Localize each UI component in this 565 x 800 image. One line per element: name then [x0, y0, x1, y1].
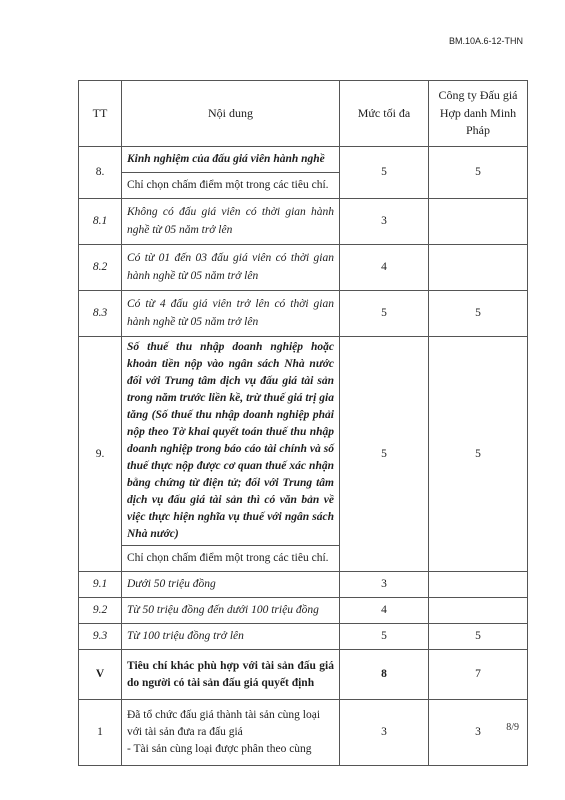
row-tt: V — [79, 650, 122, 700]
row-score: 5 — [429, 337, 528, 572]
row-max: 5 — [340, 624, 429, 650]
row-score: 5 — [429, 624, 528, 650]
row-score: 5 — [429, 147, 528, 199]
row-score: 3 — [429, 700, 528, 766]
row-content: Không có đấu giá viên có thời gian hành nghề từ 05 năm trở lên — [122, 199, 340, 245]
row-content: Từ 50 triệu đồng đến dưới 100 triệu đồng — [122, 598, 340, 624]
table-row — [79, 700, 528, 766]
header-company: Công ty Đấu giá Hợp danh Minh Pháp — [429, 81, 528, 147]
table-row — [79, 624, 528, 650]
row-content: Từ 100 triệu đồng trở lên — [122, 624, 340, 650]
table-row — [79, 245, 528, 291]
row-tt: 9.1 — [79, 572, 122, 598]
row-max: 5 — [340, 147, 429, 199]
table-row — [79, 598, 528, 624]
row-note: Chỉ chọn chấm điểm một trong các tiêu chí. — [122, 546, 340, 572]
row-tt: 8. — [79, 147, 122, 199]
row-content: Số thuế thu nhập doanh nghiệp hoặc khoản tiền nộp vào ngân sách Nhà nước đối với Trung tâm dịch vụ đấu giá tài sản trong năm trước liền kề, trừ thuế giá trị gia tăng (Số thuế thu nhập doanh nghiệp phải nộp theo Tờ khai quyết toán thuế thu nhập doanh nghiệp trong báo cáo tài chính và số thuế thực nộp được cơ quan thuế xác nhận bằng chứng từ điện tử; đối với Trung tâm dịch vụ đấu giá tài sản thì có văn bản về việc thực hiện nghĩa vụ thuế với ngân sách Nhà nước) — [122, 337, 340, 546]
row-tt: 9.3 — [79, 624, 122, 650]
row-tt: 8.1 — [79, 199, 122, 245]
row-content: Có từ 4 đấu giá viên trở lên có thời gian hành nghề từ 05 năm trở lên — [122, 291, 340, 337]
row-content: Kinh nghiệm của đấu giá viên hành nghề — [122, 147, 340, 173]
row-max: 5 — [340, 337, 429, 572]
row-score — [429, 572, 528, 598]
table-row — [79, 650, 528, 700]
row-tt: 1 — [79, 700, 122, 766]
row-content: Có từ 01 đến 03 đấu giá viên có thời gian hành nghề từ 05 năm trở lên — [122, 245, 340, 291]
header-content: Nội dung — [122, 81, 340, 147]
row-max: 8 — [340, 650, 429, 700]
row-max: 4 — [340, 598, 429, 624]
row-content: Đã tổ chức đấu giá thành tài sản cùng loại với tài sản đưa ra đấu giá — [127, 709, 321, 739]
header-max: Mức tối đa — [340, 81, 429, 147]
page-number: 8/9 — [506, 722, 519, 733]
row-tt: 9.2 — [79, 598, 122, 624]
row-max: 3 — [340, 199, 429, 245]
document-code: BM.10A.6-12-THN — [448, 36, 523, 46]
row-score — [429, 245, 528, 291]
table-row — [79, 572, 528, 598]
table-row — [79, 337, 528, 546]
scoring-table — [78, 80, 528, 766]
table-header-row — [79, 81, 528, 147]
row-content: Dưới 50 triệu đồng — [122, 572, 340, 598]
row-score — [429, 199, 528, 245]
row-score — [429, 598, 528, 624]
row-note: Chỉ chọn chấm điểm một trong các tiêu chí. — [122, 173, 340, 199]
header-tt: TT — [79, 81, 122, 147]
row-tt: 9. — [79, 337, 122, 572]
row-subnote: - Tài sản cùng loại được phân theo cùng — [127, 743, 312, 756]
row-tt: 8.2 — [79, 245, 122, 291]
table-row — [79, 147, 528, 173]
row-max: 4 — [340, 245, 429, 291]
table-row — [79, 291, 528, 337]
row-content-cell — [122, 700, 340, 766]
row-content: Tiêu chí khác phù hợp với tài sản đấu giá do người có tài sản đấu giá quyết định — [122, 650, 340, 700]
row-max: 3 — [340, 572, 429, 598]
row-max: 3 — [340, 700, 429, 766]
row-score: 7 — [429, 650, 528, 700]
table-row — [79, 199, 528, 245]
row-tt: 8.3 — [79, 291, 122, 337]
row-max: 5 — [340, 291, 429, 337]
row-score: 5 — [429, 291, 528, 337]
